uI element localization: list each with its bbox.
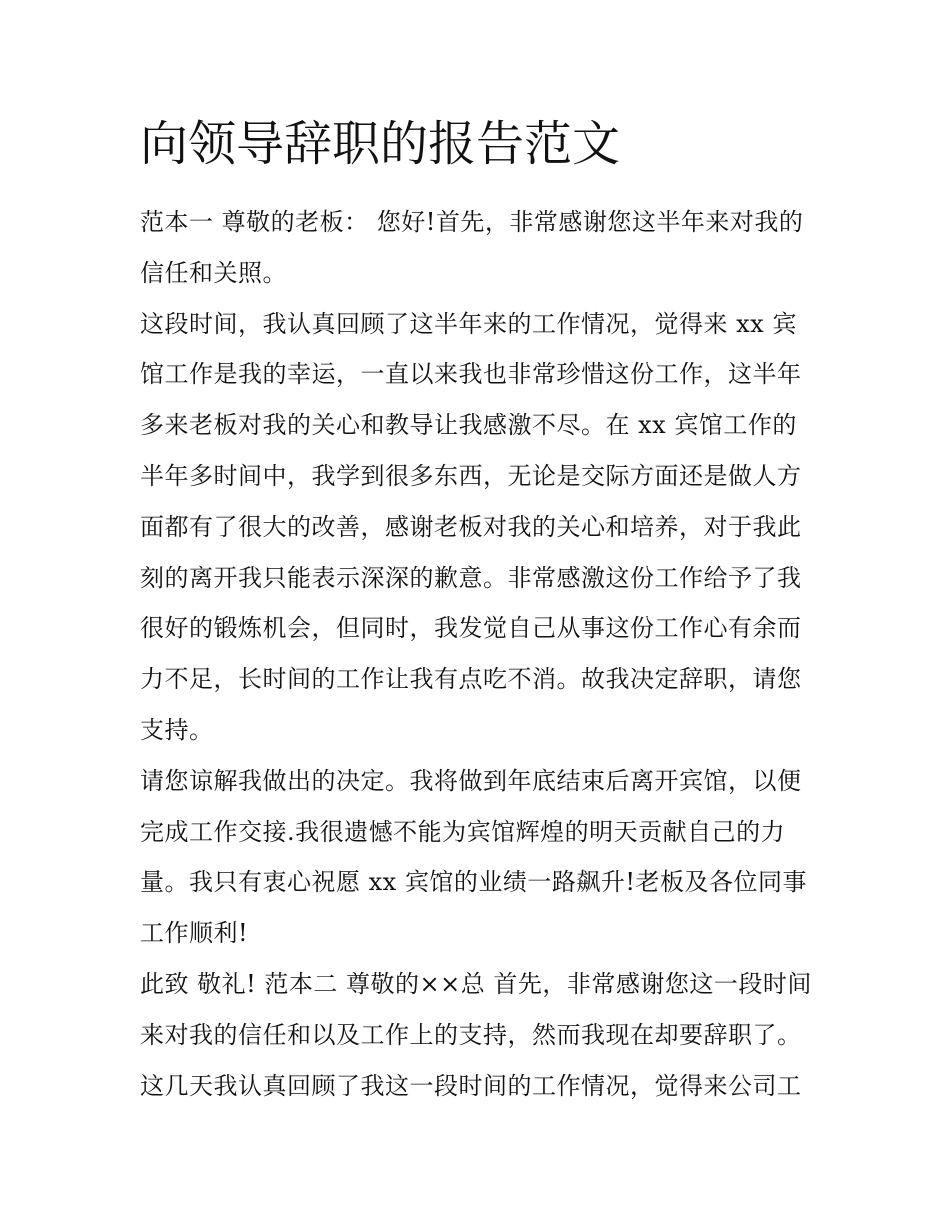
paragraph-2 xyxy=(140,299,812,756)
paragraph-3 xyxy=(140,756,812,959)
text-line: 半年多时间中，我学到很多东西，无论是交际方面还是做人方 xyxy=(140,461,802,490)
text-line: 量。我只有衷心祝愿 xx 宾馆的业绩一路飙升!老板及各位同事 xyxy=(140,868,807,897)
text-line: 完成工作交接.我很遗憾不能为宾馆辉煌的明天贡献自己的力 xyxy=(140,817,786,846)
paragraph-1 xyxy=(140,197,812,299)
text-line: 面都有了很大的改善，感谢老板对我的关心和培养，对于我此 xyxy=(140,512,802,541)
paragraph-4 xyxy=(140,959,812,1111)
text-line: 来对我的信任和以及工作上的支持，然而我现在却要辞职了。 xyxy=(140,1020,802,1049)
text-line: 工作顺利! xyxy=(140,919,249,948)
text-line: 信任和关照。 xyxy=(140,258,287,287)
document-body xyxy=(140,197,812,1111)
text-line: 很好的锻炼机会，但同时，我发觉自己从事这份工作心有余而 xyxy=(140,614,802,643)
text-line: 力不足，长时间的工作让我有点吃不消。故我决定辞职，请您 xyxy=(140,665,802,694)
text-line: 馆工作是我的幸运，一直以来我也非常珍惜这份工作，这半年 xyxy=(140,360,802,389)
text-line: 这几天我认真回顾了我这一段时间的工作情况，觉得来公司工 xyxy=(140,1071,802,1100)
document-title: 向领导辞职的报告范文 xyxy=(140,116,621,172)
text-line: 请您谅解我做出的决定。我将做到年底结束后离开宾馆，以便 xyxy=(140,766,802,795)
text-line: 这段时间，我认真回顾了这半年来的工作情况，觉得来 xx 宾 xyxy=(140,309,797,338)
text-line: 范本一 尊敬的老板： 您好!首先，非常感谢您这半年来对我的 xyxy=(140,208,804,236)
text-line: 支持。 xyxy=(140,715,214,744)
text-line: 刻的离开我只能表示深深的歉意。非常感激这份工作给予了我 xyxy=(140,563,802,592)
text-line: 多来老板对我的关心和教导让我感激不尽。在 xx 宾馆工作的 xyxy=(140,411,797,440)
text-line: 此致 敬礼! 范本二 尊敬的××总 首先，非常感谢您这一段时间 xyxy=(140,969,812,998)
